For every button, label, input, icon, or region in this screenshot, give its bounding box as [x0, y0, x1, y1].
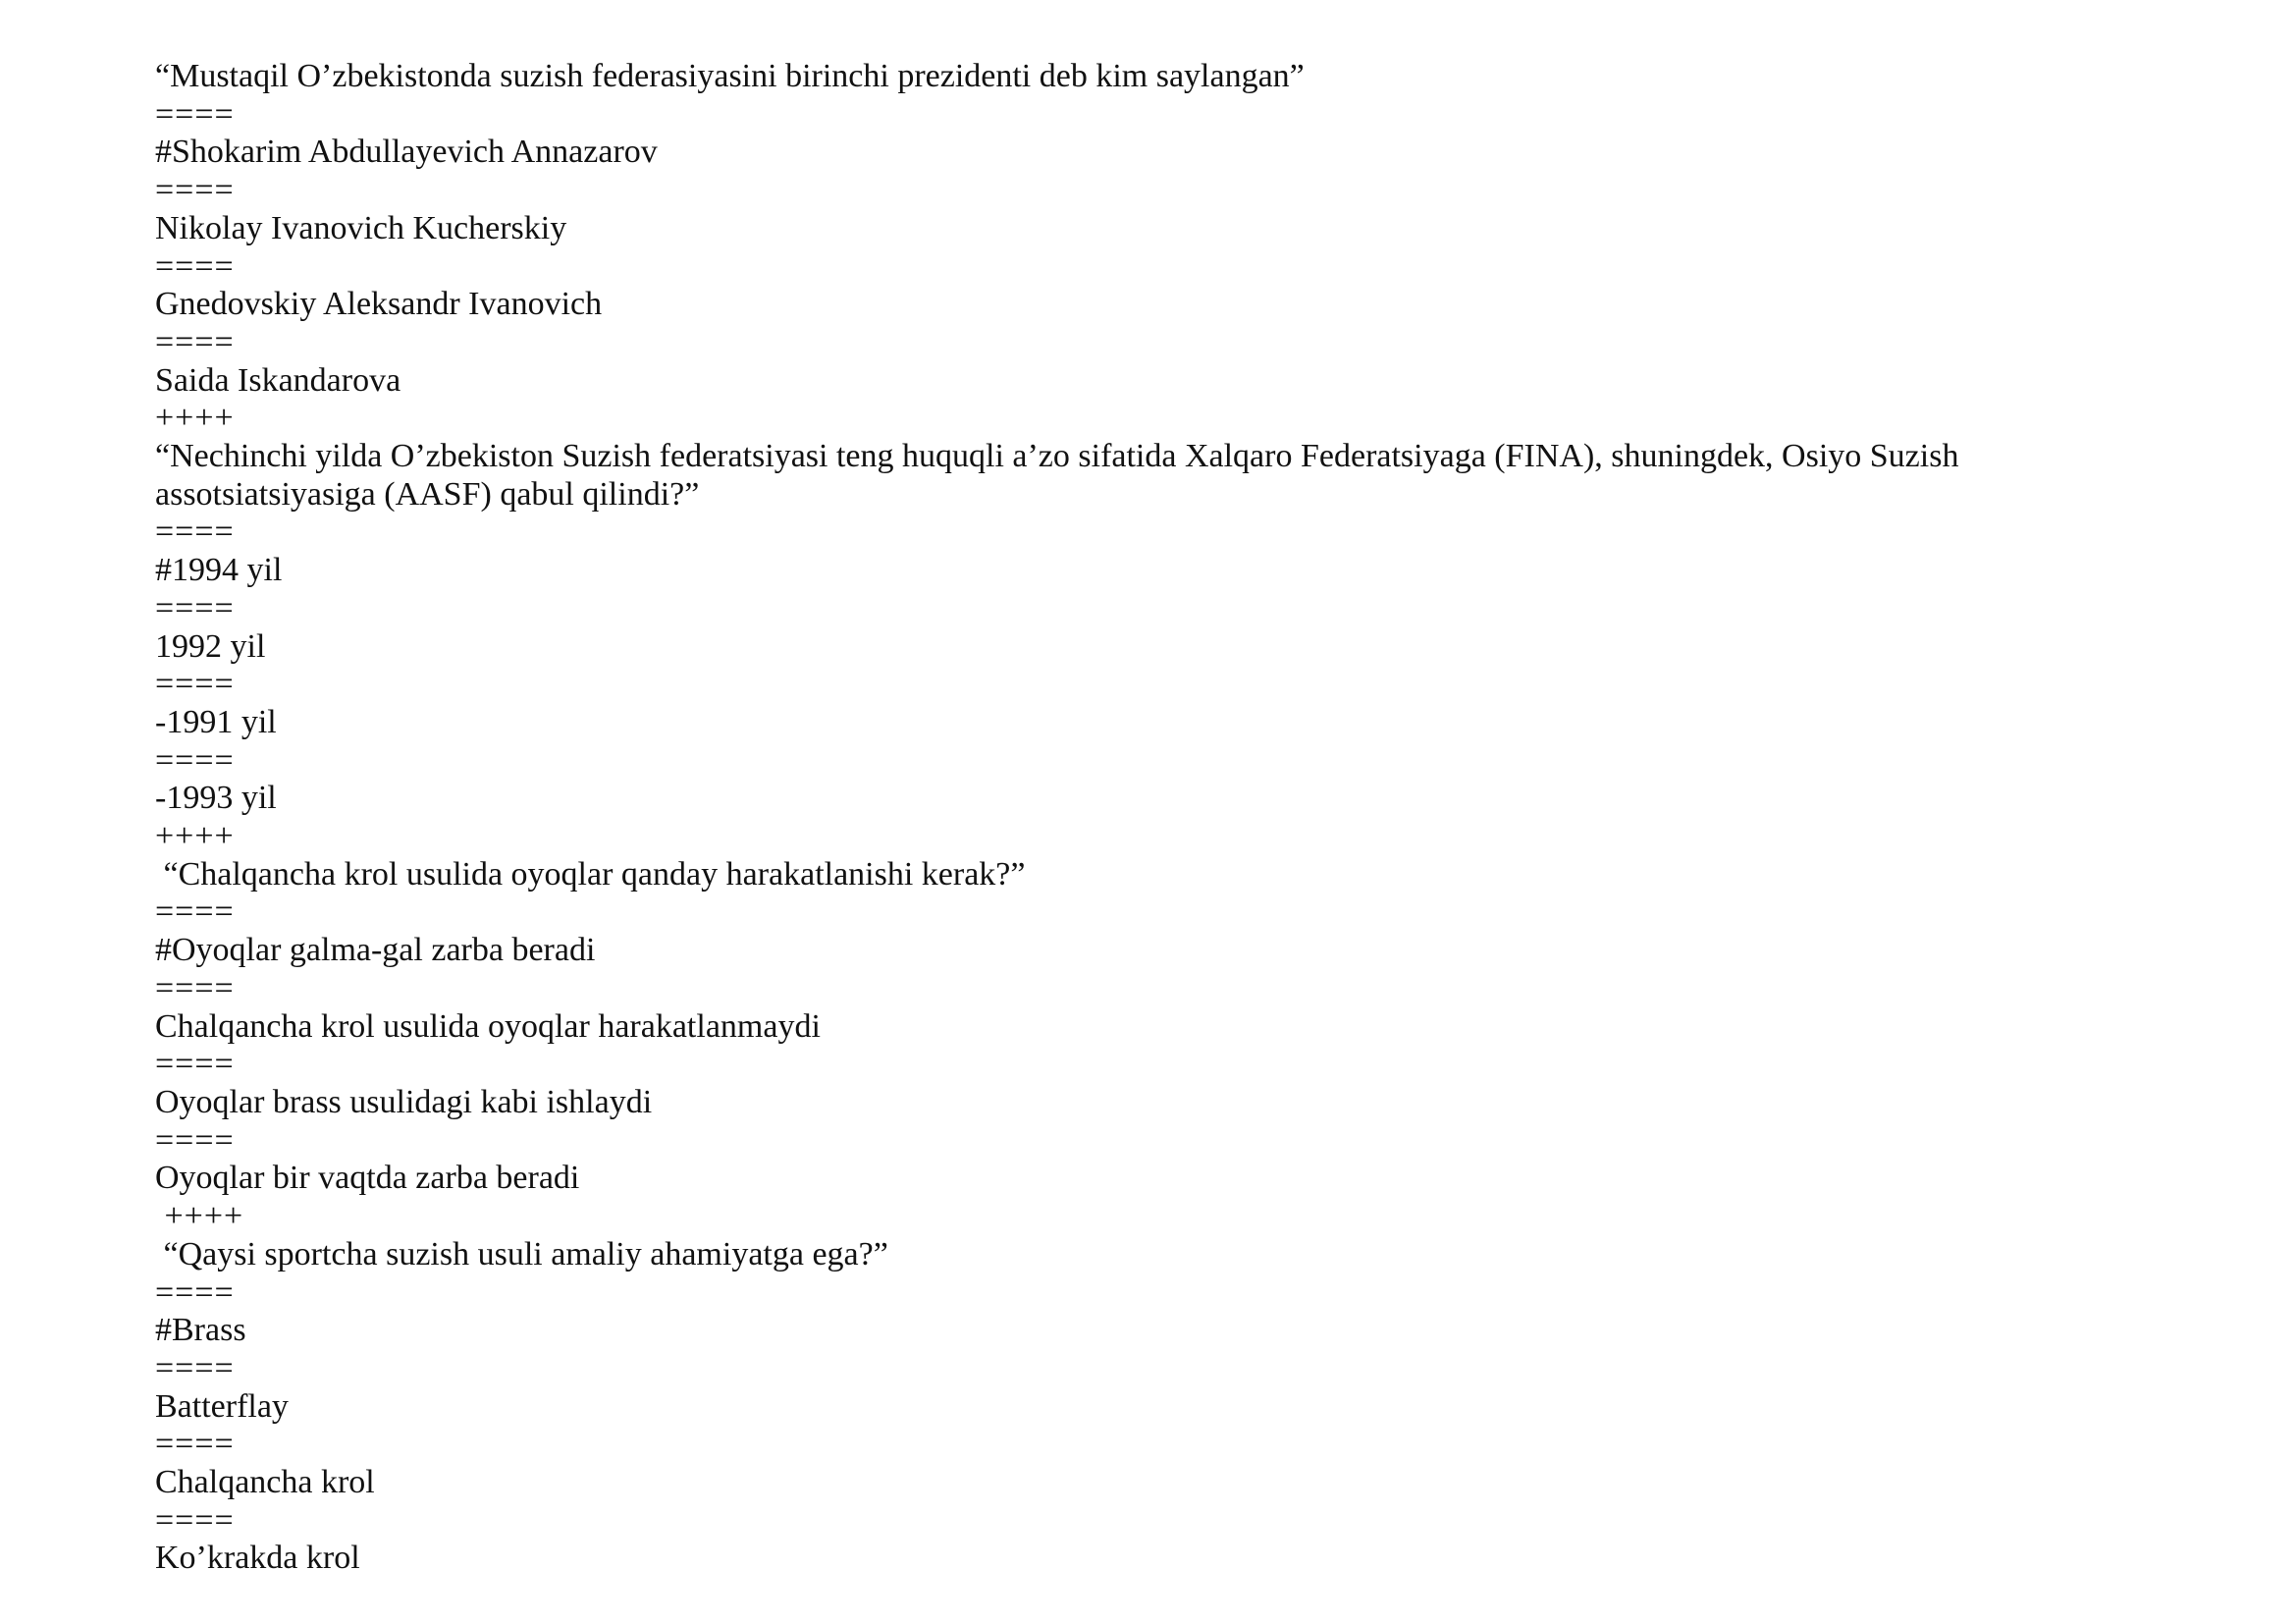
answer-option: -1993 yil: [155, 780, 277, 817]
answer-separator: ====: [155, 666, 235, 703]
answer-option: Nikolay Ivanovich Kucherskiy: [155, 209, 567, 246]
question-text: “Nechinchi yilda O’zbekiston Suzish federatsiyasi teng huquqli a’zo sifatida Xalqaro Federatsiyaga (FINA), shuningdek, Osiyo Suzish assotsiatsiyasiga (AASF) qabul qilindi?”: [155, 438, 1967, 513]
answer-option: Batterflay: [155, 1387, 289, 1425]
answer-option: Chalqancha krol usulida oyoqlar harakatlanmaydi: [155, 1007, 821, 1045]
answer-separator: ====: [155, 1426, 235, 1463]
answer-option: #Brass: [155, 1312, 246, 1349]
answer-separator: ====: [155, 514, 235, 551]
answer-separator: ====: [155, 247, 235, 285]
question-separator: ++++: [155, 818, 235, 855]
answer-option: Ko’krakda krol: [155, 1540, 360, 1577]
answer-separator: ====: [155, 172, 235, 209]
answer-option: Saida Iskandarova: [155, 361, 401, 399]
question-separator: ++++: [155, 1198, 244, 1235]
answer-separator: ====: [155, 589, 235, 626]
answer-option: #Oyoqlar galma-gal zarba beradi: [155, 932, 596, 969]
answer-option: #Shokarim Abdullayevich Annazarov: [155, 134, 658, 171]
question-text: “Chalqancha krol usulida oyoqlar qanday harakatlanishi kerak?”: [155, 855, 1026, 893]
answer-option: Chalqancha krol: [155, 1464, 375, 1501]
document-page: [155, 58, 1981, 1578]
answer-separator: ====: [155, 1501, 235, 1539]
answer-option: Oyoqlar brass usulidagi kabi ishlaydi: [155, 1083, 653, 1120]
answer-separator: ====: [155, 1273, 235, 1311]
answer-separator: ====: [155, 969, 235, 1006]
answer-option: 1992 yil: [155, 627, 266, 665]
answer-separator: ====: [155, 95, 235, 133]
answer-separator: ====: [155, 1121, 235, 1159]
answer-separator: ====: [155, 1349, 235, 1386]
question-text: “Mustaqil O’zbekistonda suzish federasiyasini birinchi prezidenti deb kim saylangan”: [155, 58, 1305, 94]
answer-separator: ====: [155, 741, 235, 779]
answer-option: Oyoqlar bir vaqtda zarba beradi: [155, 1160, 580, 1197]
answer-option: -1991 yil: [155, 703, 277, 740]
answer-separator: ====: [155, 1046, 235, 1083]
answer-separator: ====: [155, 893, 235, 931]
question-text: “Qaysi sportcha suzish usuli amaliy ahamiyatga ega?”: [155, 1235, 888, 1272]
answer-option: Gnedovskiy Aleksandr Ivanovich: [155, 286, 603, 323]
answer-option: #1994 yil: [155, 552, 283, 589]
question-separator: ++++: [155, 400, 235, 437]
answer-separator: ====: [155, 323, 235, 360]
